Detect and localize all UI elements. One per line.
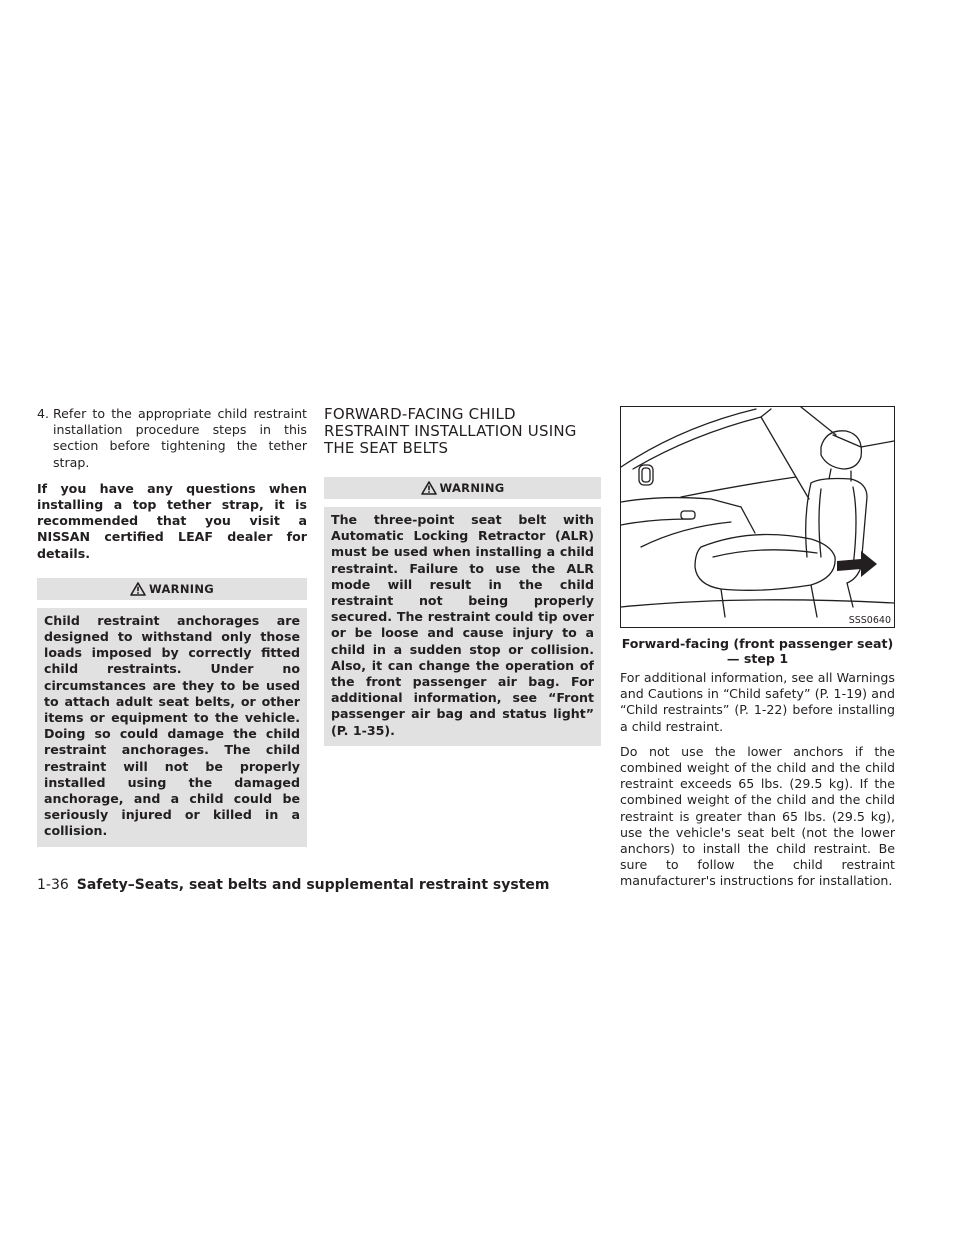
step-number: 4. <box>37 406 50 421</box>
paragraph-safety-reference: For additional information, see all Warnings and Cautions in “Child safety” (P. 1-19) and “Child restraints” (P. 1-22) before installing a child restraint. <box>620 670 895 734</box>
warning-header <box>37 578 307 600</box>
section-title: FORWARD-FACING CHILD RESTRAINT INSTALLATION USING THE SEAT BELTS <box>324 405 577 457</box>
warning-triangle-icon <box>130 582 146 596</box>
page-footer <box>37 876 550 894</box>
column-left <box>37 406 307 847</box>
seat-illustration <box>620 406 895 628</box>
column-right <box>620 406 895 899</box>
warning-text: Child restraint anchorages are designed to withstand only those loads imposed by correctly fitted child restraints. Under no circumstances are they to be used to attach adult seat belts, or other items or equipment to the vehicle. Doing so could damage the child restraint anchorages. The child restraint will not be properly installed using the damaged anchorage, and a child could be seriously injured or killed in a collision. <box>37 608 307 847</box>
caption-line-1: Forward-facing (front passenger seat) <box>621 636 894 651</box>
step-4 <box>37 406 307 471</box>
section-name: Safety–Seats, seat belts and supplemental restraint system <box>76 877 550 893</box>
arrow-icon <box>837 551 877 577</box>
warning-label: WARNING <box>149 581 214 596</box>
figure-caption <box>620 636 895 666</box>
caption-line-2: — step 1 <box>726 651 789 666</box>
warning-header <box>324 477 601 499</box>
column-middle <box>324 406 601 746</box>
paragraph-lower-anchors: Do not use the lower anchors if the combined weight of the child and the child restraint exceeds 65 lbs. (29.5 kg). If the combined weight of the child and the child restraint is greater than 65 lbs. (29.5 kg), use the vehicle's seat belt (not the lower anchors) to install the child restraint. Be sure to follow the child restraint manufacturer's instructions for installation. <box>620 743 895 889</box>
step-text: Refer to the appropriate child restraint installation procedure steps in this section before tightening the tether strap. <box>53 406 307 470</box>
figure-code: SSS0640 <box>848 615 891 626</box>
warning-text: The three-point seat belt with Automatic Locking Retractor (ALR) must be used when installing a child restraint. Failure to use the ALR mode will result in the child restraint not being properly secured. The restraint could tip over or be loose and cause injury to a child in a sudden stop or collision. Also, it can change the operation of the front passenger air bag. For additional information, see “Front passenger air bag and status light” (P. 1-35). <box>324 507 601 746</box>
page-number: 1-36 <box>37 877 69 893</box>
warning-triangle-icon <box>421 481 437 495</box>
dealer-note: If you have any questions when installing a top tether strap, it is recommended that you visit a NISSAN certified LEAF dealer for details. <box>37 480 307 561</box>
warning-label: WARNING <box>439 480 505 495</box>
seat-drawing <box>621 407 894 627</box>
